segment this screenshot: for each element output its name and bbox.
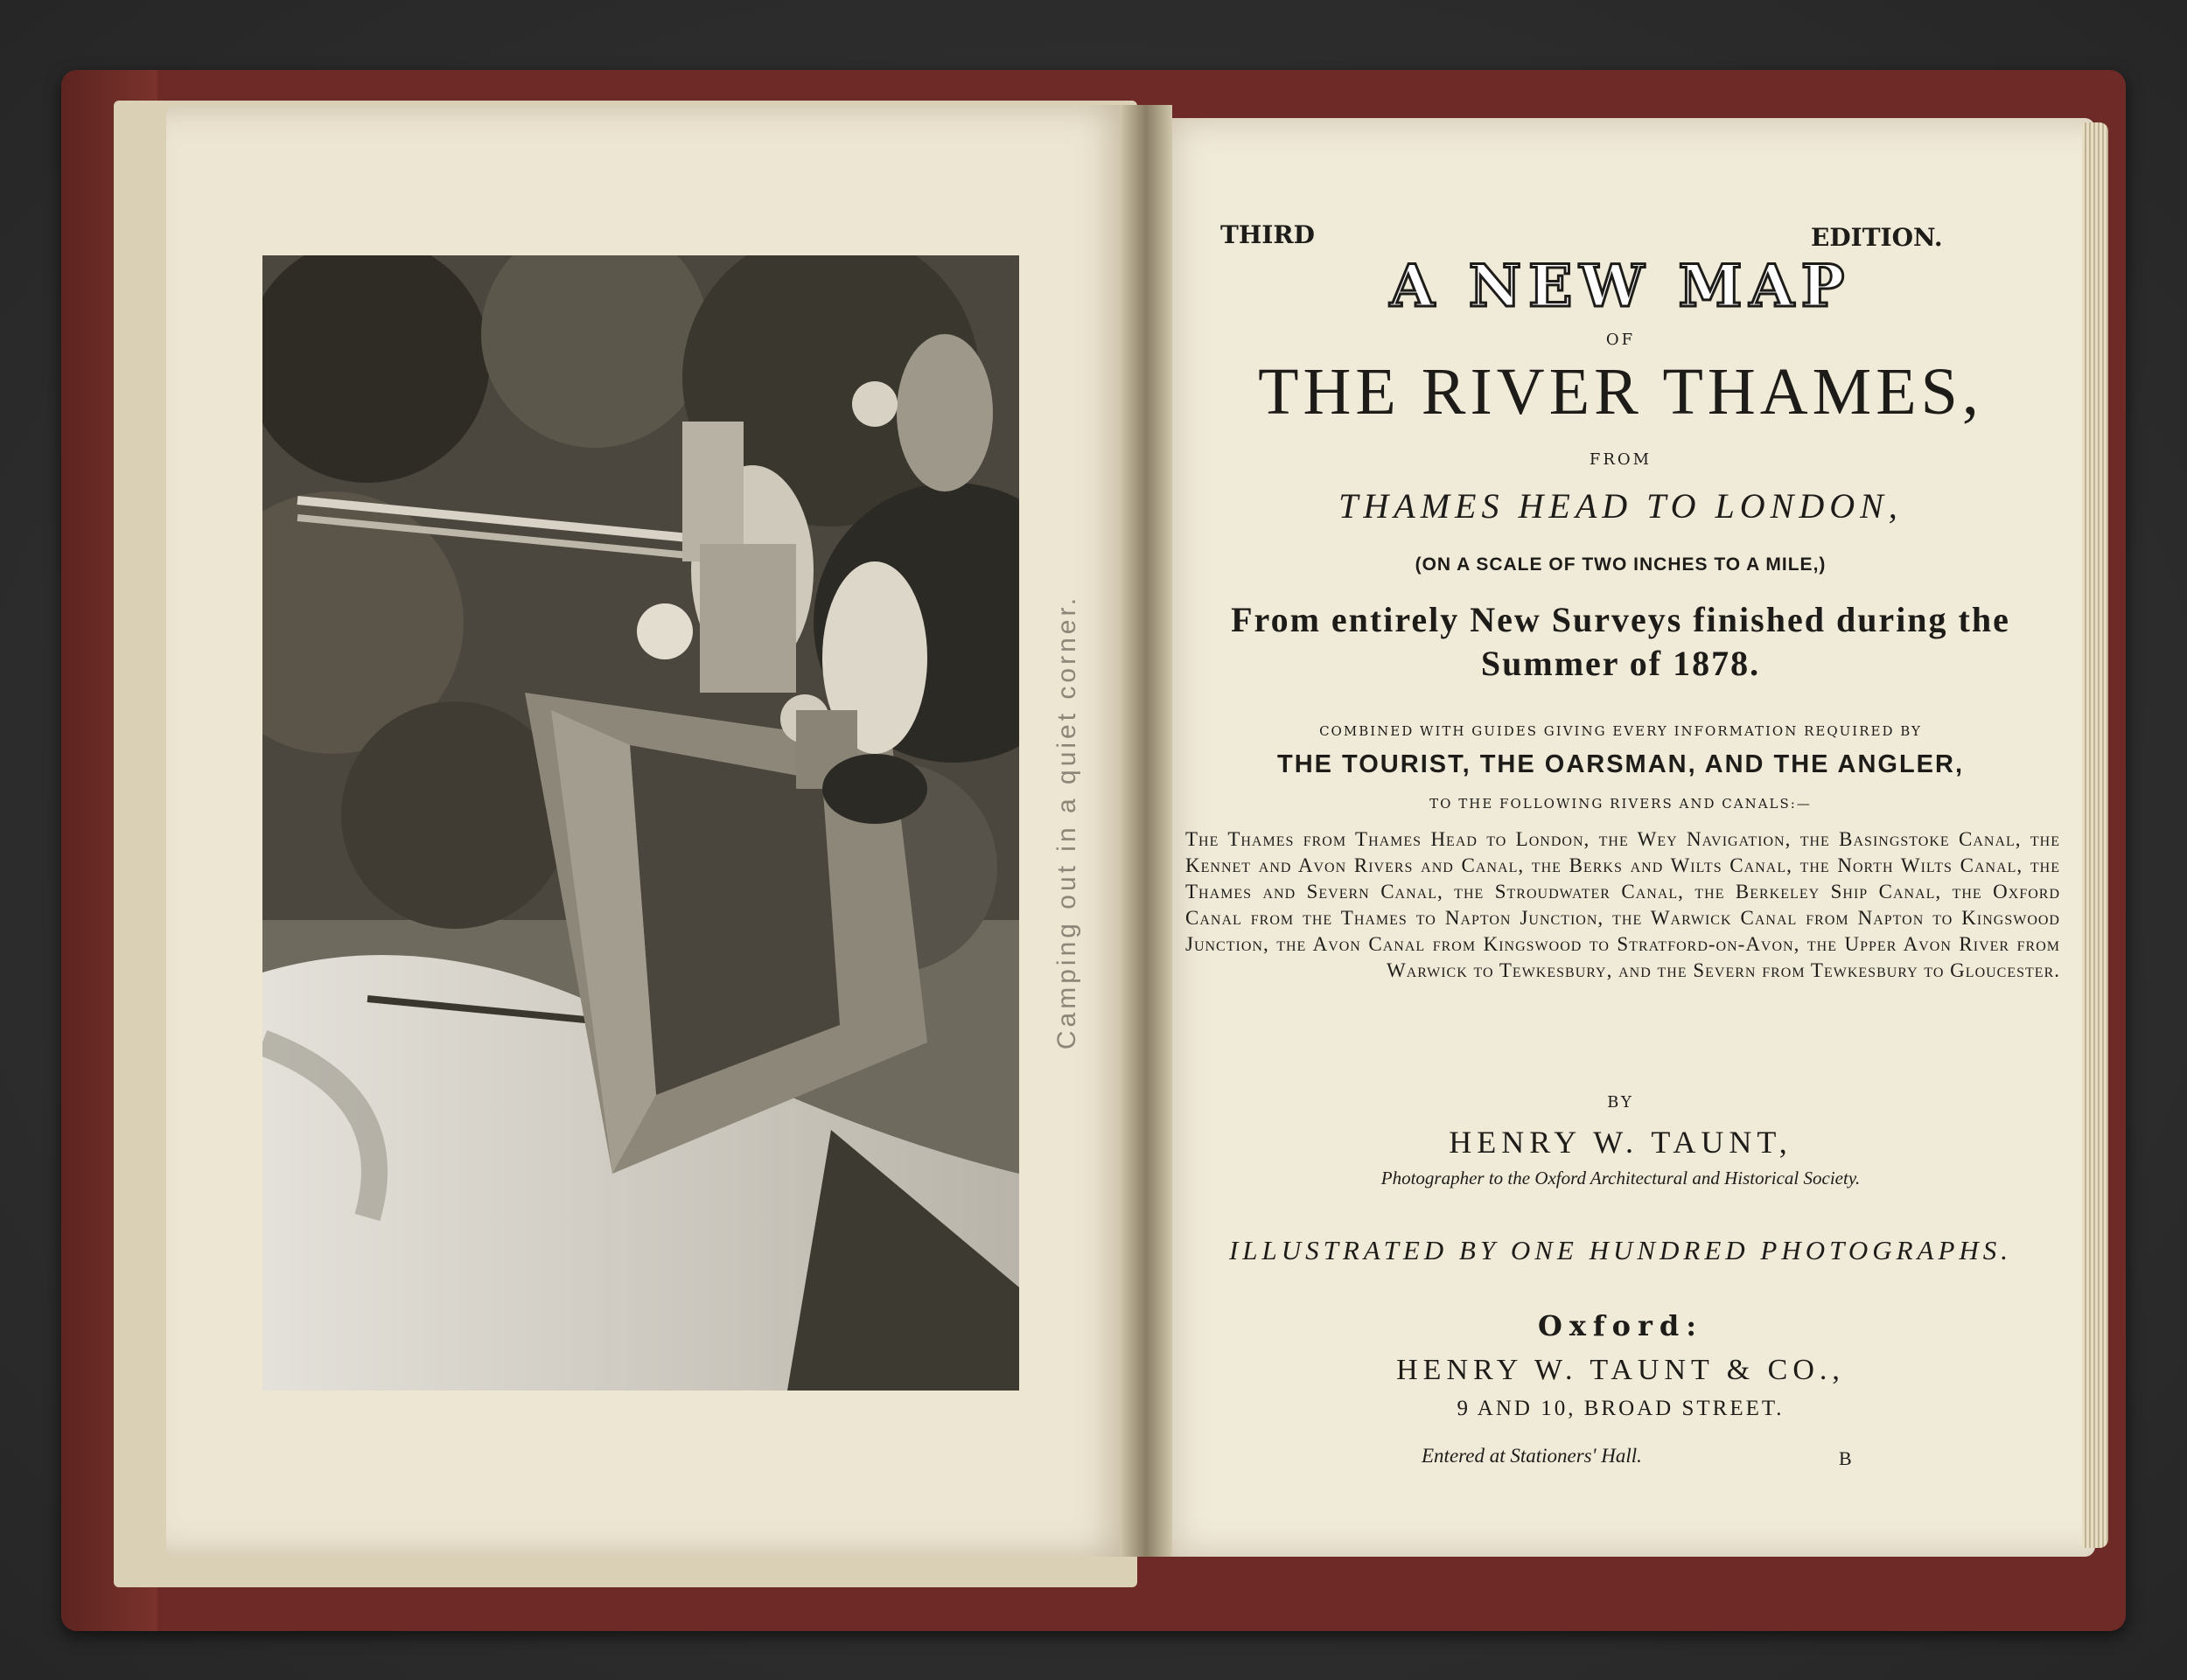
author-name: HENRY W. TAUNT, [1449,1125,1792,1160]
photo-caption: Camping out in a quiet corner. [1052,594,1081,1050]
main-title: A NEW MAP [1389,252,1852,320]
publisher-address: 9 AND 10, BROAD STREET. [1457,1397,1785,1420]
scale-note: (ON A SCALE OF TWO INCHES TO A MILE,) [1415,554,1827,575]
entered-note: Entered at Stationers' Hall. [1422,1445,1642,1467]
from-word: FROM [1589,450,1652,469]
edition-label-right: EDITION. [1811,223,1943,252]
publisher-name: HENRY W. TAUNT & CO., [1396,1354,1845,1386]
route-title: THAMES HEAD TO LONDON, [1338,486,1903,526]
rivers-list: The Thames from Thames Head to London, the Wey Navigation, the Basingstoke Canal, the Kennet and Avon Rivers and Canal, the Berks and Wilts Canal, the North Wilts Canal, the Thames and Severn Canal, the Stroudwater Canal, the Berkeley Ship Canal, the Oxford Canal from the Thames to Napton Junction, the Warwick Canal from Napton to Kingswood Junction, the Avon Canal from Kingswood to Stratford-on-Avon, the Upper Avon River from Warwick to Tewkesbury, and the Severn from Tewkesbury to Gloucester. [1185,828,2060,981]
signature-mark: B [1839,1447,1852,1469]
surveys-line-2: Summer of 1878. [1480,644,1761,683]
edition-label-left: THIRD [1220,220,1315,249]
illustrated-line: ILLUSTRATED BY ONE HUNDRED PHOTOGRAPHS. [1228,1235,2013,1265]
of-word: OF [1605,331,1636,349]
frontispiece-photo [262,255,1019,1391]
audience-line: THE TOURIST, THE OARSMAN, AND THE ANGLER, [1277,750,1964,778]
river-title: THE RIVER THAMES, [1258,355,1983,429]
publisher-city: Oxford: [1537,1309,1704,1342]
following-note: TO THE FOLLOWING RIVERS AND CANALS:— [1429,796,1812,812]
by-word: BY [1607,1093,1634,1112]
combined-note: COMBINED WITH GUIDES GIVING EVERY INFORMATION REQUIRED BY [1319,723,1922,739]
author-role: Photographer to the Oxford Architectural and Historical Society. [1380,1168,1861,1189]
photo-scene [262,255,1019,1391]
surveys-line-1: From entirely New Surveys finished during the [1231,600,2010,639]
